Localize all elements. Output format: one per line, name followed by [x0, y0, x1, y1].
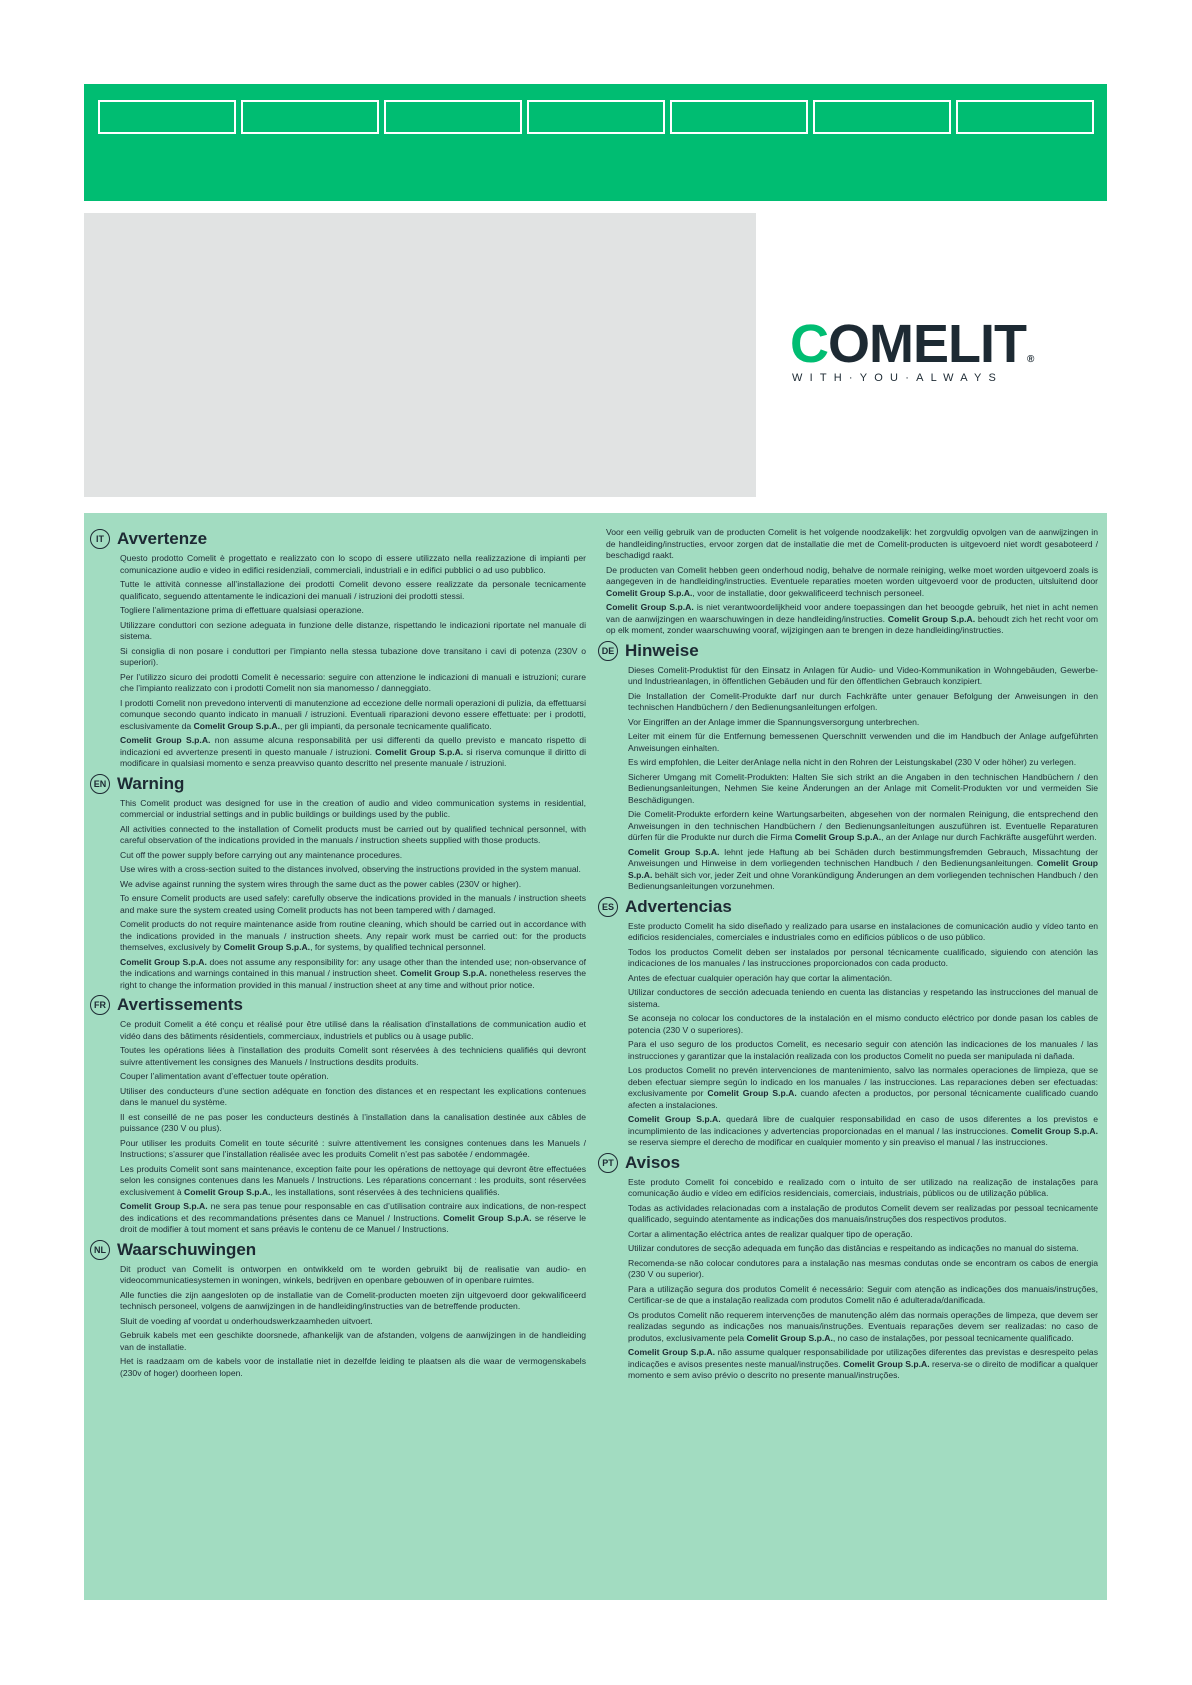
section-title: Advertencias	[625, 896, 732, 916]
warning-paragraph: Gebruik kabels met een geschikte doorsnede, afhankelijk van de afstanden, volgens de aanwijzingen in de handleiding van de installatie.	[120, 1330, 586, 1352]
language-badge: EN	[90, 774, 110, 794]
warning-paragraph: Recomenda-se não colocar condutores para a instalação nas mesmas condutas onde se encontram os cabos de energia (230 V ou superior).	[628, 1257, 1098, 1279]
header-tab-6	[813, 100, 951, 134]
warning-paragraph: Comelit Group S.p.A. quedará libre de cualquier responsabilidad en caso de usos diferentes a los previstos e incumplimiento de las indicaciones y advertencias proporcionadas en el manual / las instrucciones. Comelit Group S.p.A. se reserva siempre el derecho de modificar en cualquier momento y sin preaviso el manual / las instrucciones.	[628, 1114, 1098, 1147]
warning-paragraph: Comelit Group S.p.A. lehnt jede Haftung ab bei Schäden durch bestimmungsfremden Gebrauch, Missachtung der Anweisungen und Hinweise in dem vorliegenden technischen Handbuch / den Bedienungsanleitungen. Comelit Group S.p.A. behält sich vor, jeder Zeit und ohne Vorankündigung Änderungen an dem vorliegenden technischen Handbuch / den Bedienungsanleitungen vorzunehmen.	[628, 846, 1099, 891]
warning-paragraph: Todas as actividades relacionadas com a instalação de produtos Comelit devem ser realizadas por pessoal tecnicamente qualificado, seguindo atentamente as indicações dos manuais/instruções dos respectivos produtos.	[628, 1202, 1098, 1224]
warning-paragraph: Alle functies die zijn aangesloten op de installatie van de Comelit-producten moeten zijn uitgevoerd door gekwalificeerd technisch personeel, volgens de aanwijzingen in de handleiding/instructies van de betreffende producten.	[120, 1289, 586, 1311]
warning-paragraph: Couper l’alimentation avant d’effectuer toute opération.	[120, 1071, 329, 1081]
warning-paragraph: Utilizar conductores de sección adecuada teniendo en cuenta las distancias y respetando las instrucciones del manual de sistema.	[628, 987, 1098, 1009]
header-band	[84, 84, 1107, 201]
warning-paragraph: Pour utiliser les produits Comelit en toute sécurité : suivre attentivement les consignes contenues dans les Manuels / Instructions; s’assurer que l’installation réalisée avec les produits Comelit n’est pas sabotée / endommagée.	[120, 1137, 586, 1159]
section-title: Avertissements	[117, 995, 243, 1014]
header-tab-4	[527, 100, 665, 134]
warning-paragraph: Dieses Comelit-Produktist für den Einsatz in Anlagen für Audio- und Video-Kommunikation in Wohngebäuden, Gewerbe- und Industrieanlagen, in öffentlichen Gebäuden und für den öffentlichen Gebrauch konzipiert.	[628, 664, 1098, 686]
language-badge: PT	[598, 1153, 618, 1173]
warning-paragraph: Ce produit Comelit a été conçu et réalisé pour être utilisé dans la réalisation d’installations de communication audio et vidéo dans des bâtiments résidentiels, commerciaux, industriels et publics ou à usage public.	[120, 1019, 586, 1041]
language-badge: NL	[90, 1240, 110, 1260]
warning-paragraph: Comelit Group S.p.A. ne sera pas tenue pour responsable en cas d’utilisation contraire aux indications, de non-respect des indications et des recommandations présentes dans ce Manuel / Instructions. Comelit Group S.p.A. se réserve le droit de modifier à tout moment et sans préavis le contenu de ce Manuel / Instructions.	[120, 1201, 587, 1234]
left-column	[90, 527, 586, 1383]
section-header	[598, 897, 1098, 917]
comelit-logo	[790, 316, 1080, 386]
warning-paragraph: Este producto Comelit ha sido diseñado y realizado para usarse en instalaciones de comunicación audio y vídeo tanto en edificios residenciales, comerciales e industriales como en edificios públicos o de uso público.	[628, 920, 1098, 942]
warning-paragraph: Comelit Group S.p.A. is niet verantwoordelijkheid voor andere toepassingen dan het beoogde gebruik, het niet in acht nemen van de aanwijzingen en waarschuwingen in deze handleiding/instructies. Comelit Group S.p.A. behoudt zich het recht voor om op elk moment, zonder waarschuwing vooraf, wijzigingen aan te brengen in deze handleiding/instructies.	[606, 602, 1098, 635]
section	[598, 897, 1098, 1149]
safety-warnings-panel	[84, 513, 1107, 1600]
warning-paragraph: Per l’utilizzo sicuro dei prodotti Comelit è necessario: seguire con attenzione le indicazioni di manuali e istruzioni; curare che l’impianto realizzato con i prodotti Comelit non sia manomesso / danneggiato.	[120, 671, 586, 693]
warning-paragraph: Dit product van Comelit is ontworpen en ontwikkeld om te worden gebruikt bij de realisatie van audio- en videocommunicatiesystemen in woningen, winkels, bedrijven en openbare gebouwen of in openbare ruimtes.	[120, 1263, 586, 1285]
warning-paragraph: Comelit products do not require maintenance aside from routine cleaning, which should be carried out in accordance with the indications provided in the manuals / instruction sheets. Any repair work must be carried out: for the products themselves, exclusively by Comelit Group S.p.A., for systems, by qualified technical personnel.	[120, 919, 586, 952]
warning-paragraph: Se aconseja no colocar los conductores de la instalación en el mismo conducto eléctrico por donde pasan los cables de potencia (230 V o superiores).	[628, 1013, 1098, 1035]
warning-paragraph: Comelit Group S.p.A. non assume alcuna responsabilità per usi differenti da quello previsto e mancato rispetto di indicazioni ed avvertenze presenti in questo manuale / istruzioni. Comelit Group S.p.A. si riserva comunque il diritto di modificare in qualsiasi momento e senza preavviso quanto descritto nel presente manuale / istruzioni.	[120, 735, 586, 768]
warning-paragraph: Questo prodotto Comelit è progettato e realizzato con lo scopo di essere utilizzato nella realizzazione di impianti per comunicazione audio e video in edifici residenziali, commerciali, industriali e in edifici pubblici o ad uso pubblico.	[120, 553, 586, 575]
logo-registered-mark: ®	[1026, 354, 1034, 365]
section	[598, 1153, 1098, 1382]
section-title: Hinweise	[625, 640, 699, 660]
section-header	[90, 1240, 586, 1260]
warning-paragraph: Die Comelit-Produkte erfordern keine Wartungsarbeiten, abgesehen von der normalen Reinigung, die entsprechend den Anweisungen in den technischen Handbüchern / den Bedienungsanleitungen auszuführen ist. Eventuelle Reparaturen dürfen für die Produkte nur durch die Firma Comelit Group S.p.A., an der Anlage nur durch Fachkräfte ausgeführt werden.	[628, 809, 1098, 842]
language-badge: ES	[598, 897, 618, 917]
warning-paragraph: Toutes les opérations liées à l’installation des produits Comelit sont réservées à des techniciens qualifiés qui devront suivre attentivement les consignes des Manuels / Instructions desdits produits.	[120, 1045, 586, 1067]
header-tab-1	[98, 100, 236, 134]
logo-rest: OMELIT	[828, 314, 1026, 374]
language-badge: IT	[90, 529, 110, 549]
section	[90, 529, 586, 770]
warning-paragraph: We advise against running the system wires through the same duct as the power cables (230V or higher).	[120, 878, 522, 889]
warning-paragraph: Leiter mit einem für die Entfernung bemessenen Querschnitt verwenden und die im Handbuch der Anlage aufgeführten Anweisungen einhalten.	[628, 731, 1098, 753]
warning-paragraph: I prodotti Comelit non prevedono interventi di manutenzione ad eccezione delle normali operazioni di pulizia, da effettuarsi comunque secondo quanto indicato in manuali / istruzioni. Eventuali riparazioni devono essere effettuate: per i prodotti, esclusivamente da Comelit Group S.p.A., per gli impianti, da personale tecnicamente qualificato.	[120, 697, 586, 731]
warning-paragraph: All activities connected to the installation of Comelit products must be carried out by qualified technical personnel, with careful observation of the indications provided in the manuals / instruction sheets supplied with those products.	[120, 823, 586, 845]
warning-paragraph: Es wird empfohlen, die Leiter derAnlage nella nicht in den Rohren der Leistungskabel (230 V oder höher) zu verlegen.	[628, 757, 1077, 767]
section-header	[598, 641, 1098, 661]
warning-paragraph: Togliere l’alimentazione prima di effettuare qualsiasi operazione.	[120, 605, 364, 615]
warning-paragraph: Cut off the power supply before carrying out any maintenance procedures.	[120, 849, 403, 860]
warning-paragraph: Sluit de voeding af voordat u onderhoudswerkzaamheden uitvoert.	[120, 1315, 373, 1326]
right-column	[598, 527, 1098, 1386]
warning-paragraph: Use wires with a cross-section suited to the distances involved, observing the instructions provided in the system manual.	[120, 864, 581, 874]
warning-paragraph: This Comelit product was designed for use in the creation of audio and video communication systems in residential, commercial or industrial settings and in public buildings or buildings used by the public.	[120, 797, 586, 819]
warning-paragraph: Die Installation der Comelit-Produkte darf nur durch Fachkräfte unter genauer Befolgung der Anweisungen in den technischen Handbüchern / den Bedienungsanleitungen erfolgen.	[628, 690, 1098, 712]
section-continued	[598, 527, 1098, 637]
warning-paragraph: Utiliser des conducteurs d’une section adéquate en fonction des distances et en respectant les explications contenues dans le manuel du système.	[120, 1085, 586, 1107]
warning-paragraph: Os produtos Comelit não requerem intervenções de manutenção além das normais operações de limpeza, que devem ser realizadas segundo as indicações nos manuais/instruções. Eventuais reparações devem ser realizadas: no caso de produtos, exclusivamente pela Comelit Group S.p.A., no caso de instalações, por pessoal tecnicamente qualificado.	[628, 1309, 1098, 1343]
logo-tagline: WITH·YOU·ALWAYS	[792, 372, 1004, 384]
warning-paragraph: Cortar a alimentação eléctrica antes de realizar qualquer tipo de operação.	[628, 1228, 913, 1239]
warning-paragraph: Para el uso seguro de los productos Comelit, es necesario seguir con atención las indicaciones de los manuales / las instrucciones y garantizar que la instalación realizada con los productos Comelit no pueda ser manipulada ni dañada.	[628, 1039, 1098, 1061]
warning-paragraph: Sicherer Umgang mit Comelit-Produkten: Halten Sie sich strikt an die Angaben in den technischen Handbüchern / den Bedienungsanleitungen, Nehmen Sie keine Änderungen an der Anlage mit Comelit-Produkten vor und vermeiden Sie Beschädigungen.	[628, 771, 1098, 805]
warning-paragraph: Comelit Group S.p.A. não assume qualquer responsabilidade por utilizações diferentes das previstas e desrespeito pelas indicações e avisos presentes neste manual/instruções. Comelit Group S.p.A. reserva-se o direito de modificar a qualquer momento e sem aviso prévio o descrito no presente manual/instruções.	[628, 1347, 1098, 1380]
section-title: Avisos	[625, 1152, 681, 1172]
warning-paragraph: Utilizzare conduttori con sezione adeguata in funzione delle distanze, rispettando le indicazioni riportate nel manuale di sistema.	[120, 619, 586, 641]
section-title: Waarschuwingen	[117, 1239, 257, 1259]
section	[90, 1240, 586, 1380]
warning-paragraph: Voor een veilig gebruik van de producten Comelit is het volgende noodzakelijk: het zorgvuldig opvolgen van de aanwijzingen in de handleiding/instructies, ervoor zorgen dat de installatie die met de Comelit-producten is uitgevoerd niet wordt gesaboteerd / beschadigd raakt.	[606, 527, 1098, 560]
warning-paragraph: Il est conseillé de ne pas poser les conducteurs destinés à l’installation dans la canalisation destinée aux câbles de puissance (230 V ou plus).	[120, 1111, 586, 1133]
section-header	[90, 995, 586, 1015]
warning-paragraph: Utilizar condutores de secção adequada em função das distâncias e respeitando as indicações no manual do sistema.	[628, 1243, 1079, 1253]
section-header	[90, 774, 586, 794]
warning-paragraph: Tutte le attività connesse all’installazione dei prodotti Comelit devono essere realizzate da personale tecnicamente qualificato, seguendo attentamente le indicazioni dei manuali / istruzioni dei prodotti stessi.	[120, 579, 586, 601]
warning-paragraph: Het is raadzaam om de kabels voor de installatie niet in dezelfde leiding te plaatsen als die waar de vermogenskabels (230v of hoger) doorheen lopen.	[120, 1356, 586, 1378]
header-tab-3	[384, 100, 522, 134]
warning-paragraph: Vor Eingriffen an der Anlage immer die Spannungsversorgung unterbrechen.	[628, 716, 920, 727]
warning-paragraph: Si consiglia di non posare i conduttori per l’impianto nella stessa tubazione dove transitano i cavi di potenza (230V o superiori).	[120, 645, 586, 667]
warning-paragraph: Todos los productos Comelit deben ser instalados por personal técnicamente cualificado, siguiendo con atención las indicaciones de los manuales / las instrucciones proporcionados con cada producto.	[628, 946, 1098, 968]
section	[90, 995, 586, 1236]
warning-paragraph: Les produits Comelit sont sans maintenance, exception faite pour les opérations de nettoyage qui devront être effectuées selon les consignes contenues dans les Manuels / Instructions. Les réparations concernant : les produits, sont réservées exclusivement à Comelit Group S.p.A., les installations, sont réservées à des techniciens qualifiés.	[120, 1163, 586, 1197]
warning-paragraph: Comelit Group S.p.A. does not assume any responsibility for: any usage other than the intended use; non-observance of the indications and warnings contained in this manual / instruction sheet. Comelit Group S.p.A. nonetheless reserves the right to change the information provided in this manual / instruction sheet at any time and without prior notice.	[120, 956, 586, 990]
language-badge: FR	[90, 995, 110, 1015]
warning-paragraph: Este produto Comelit foi concebido e realizado com o intuito de ser utilizado na realização de instalações para comunicação áudio e vídeo em edifícios residenciais, comerciais, industriais, públicos ou de utilização pública.	[628, 1176, 1098, 1198]
section-header	[598, 1153, 1098, 1173]
section	[598, 641, 1098, 893]
section-title: Avvertenze	[117, 529, 208, 548]
section-title: Warning	[117, 773, 185, 793]
section-header	[90, 529, 586, 549]
language-badge: DE	[598, 641, 618, 661]
product-image-placeholder	[84, 213, 756, 497]
warning-paragraph: To ensure Comelit products are used safely: carefully observe the indications provided in the manuals / instruction sheets and make sure the system created using Comelit products has not been tampered with / damaged.	[120, 893, 586, 915]
logo-c: C	[790, 314, 828, 374]
warning-paragraph: Antes de efectuar cualquier operación hay que cortar la alimentación.	[628, 972, 893, 983]
header-tab-2	[241, 100, 379, 134]
header-tab-5	[670, 100, 808, 134]
warning-paragraph: De producten van Comelit hebben geen onderhoud nodig, behalve de normale reiniging, welke moet worden uitgevoerd zoals is aangegeven in de handleiding/instructies. Eventuele reparaties moeten worden uitgevoerd voor de producten, uitsluitend door Comelit Group S.p.A., voor de installatie, door gekwalificeerd technisch personeel.	[606, 564, 1098, 598]
warning-paragraph: Para a utilização segura dos produtos Comelit é necessário: Seguir com atenção as indicações dos manuais/instruções, Certificar-se de que a instalação realizada com produtos Comelit não é adulterada/danificada.	[628, 1283, 1098, 1305]
warning-paragraph: Los productos Comelit no prevén intervenciones de mantenimiento, salvo las normales operaciones de limpieza, que se deben efectuar siempre según lo indicado en los manuales / las instrucciones. Las reparaciones deben ser efectuadas: exclusivamente por Comelit Group S.p.A. cuando afecten a productos, por personal técnicamente cualificado cuando afecten a instalaciones.	[628, 1065, 1098, 1110]
section	[90, 774, 586, 992]
header-tab-row	[98, 100, 1094, 134]
header-tab-7	[956, 100, 1094, 134]
